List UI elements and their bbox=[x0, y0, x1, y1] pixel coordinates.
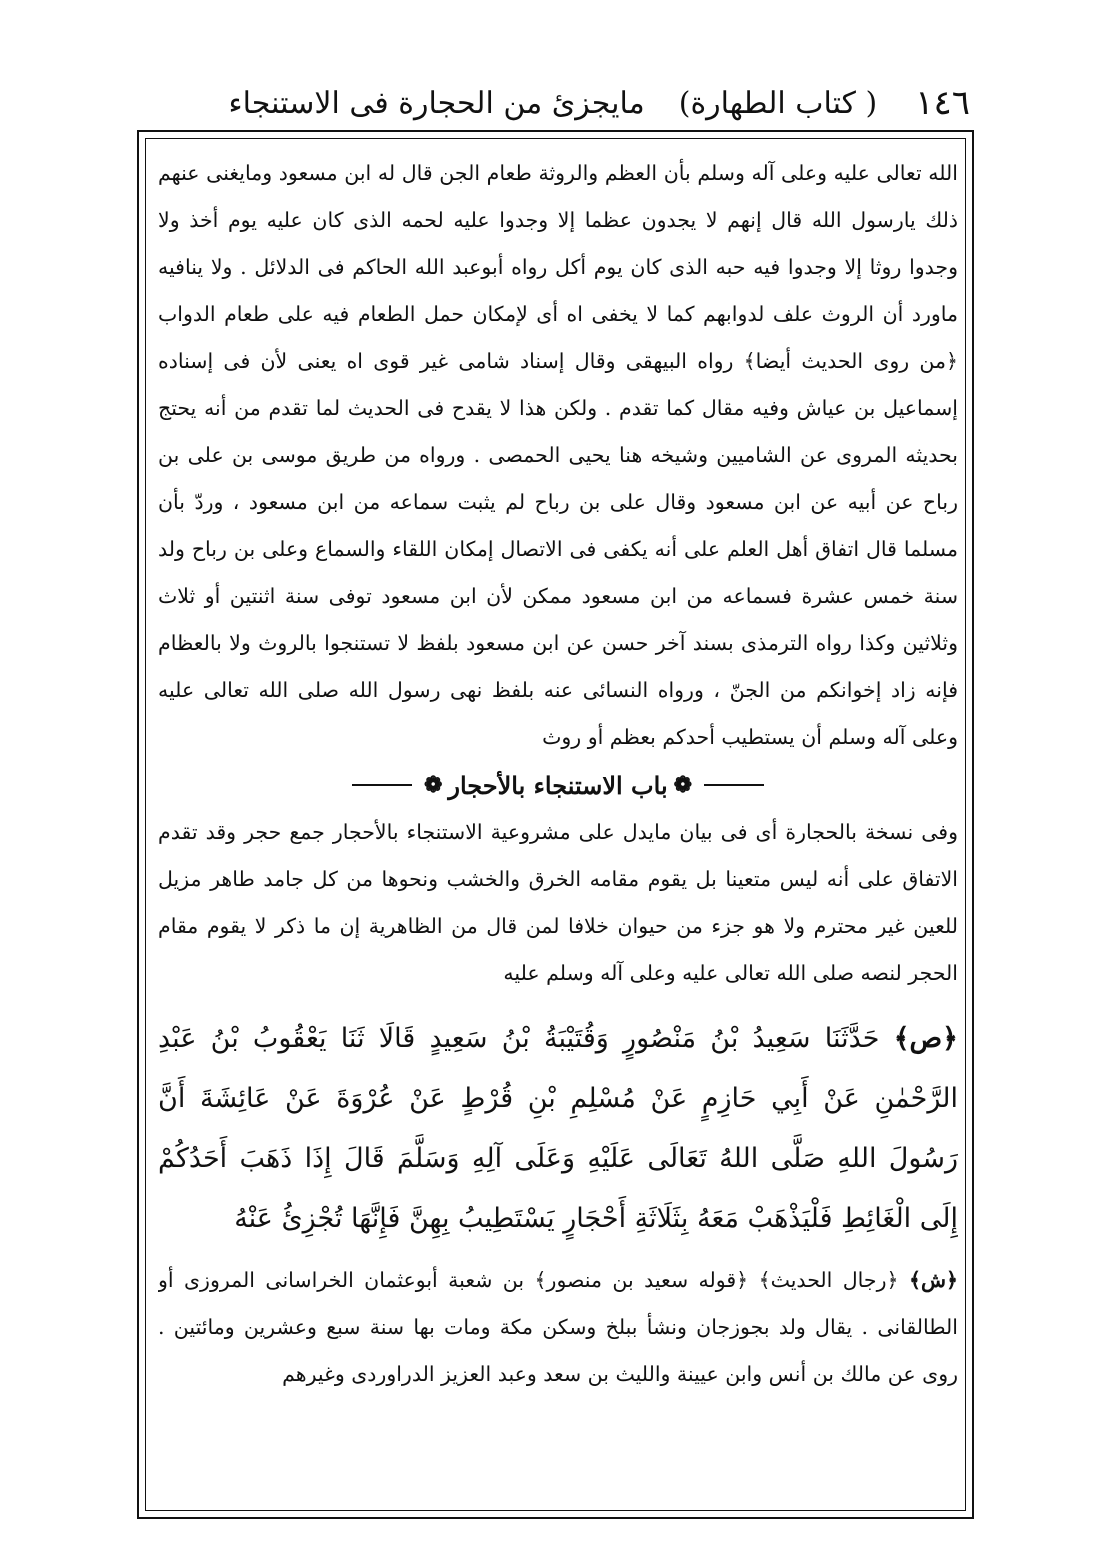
commentary-paragraph-3 bbox=[158, 1257, 958, 1398]
page-number: ١٤٦ bbox=[915, 83, 970, 123]
page-body bbox=[158, 150, 958, 1505]
commentary-paragraph-2: وفى نسخة بالحجارة أى فى بيان مايدل على مشروعية الاستنجاء بالأحجار جمع حجر وقد تقدم الاتفاق على أنه ليس متعينا بل يقوم مقامه الخرق والخشب ونحوها من كل جامد طاهر مزيل للعين غير محترم ولا هو جزء من حيوان خلافا لمن قال من الظاهرية إن ما ذكر لا يقوم مقام الحجر لنصه صلى الله تعالى عليه وعلى آله وسلم عليه bbox=[158, 820, 958, 985]
page-header bbox=[228, 78, 970, 128]
sharh-label: ﴿ش﴾ bbox=[908, 1268, 958, 1292]
bab-title: باب الاستنجاء بالأحجار bbox=[448, 770, 668, 800]
hadith-text bbox=[158, 1009, 958, 1249]
heading-rule bbox=[704, 784, 764, 786]
hadith-body: حَدَّثَنَا سَعِيدُ بْنُ مَنْصُورٍ وَقُتَيْبَةُ بْنُ سَعِيدٍ قَالَا ثَنَا يَعْقُوبُ بْنُ عَبْدِ الرَّحْمٰنِ عَنْ أَبِي حَازِمٍ عَنْ مُسْلِمِ بْنِ قُرْطٍ عَنْ عُرْوَةَ عَنْ عَائِشَةَ أَنَّ رَسُولَ اللهِ صَلَّى اللهُ تَعَالَى عَلَيْهِ وَعَلَى آلِهِ وَسَلَّمَ قَالَ إِذَا ذَهَبَ أَحَدُكُمْ إِلَى الْغَائِطِ فَلْيَذْهَبْ مَعَهُ بِثَلَاثَةِ أَحْجَارٍ يَسْتَطِيبُ بِهِنَّ فَإِنَّهَا تُجْزِئُ عَنْهُ bbox=[158, 1023, 958, 1234]
heading-rule bbox=[352, 784, 412, 786]
ornament-icon: ❁ bbox=[423, 772, 443, 798]
ornament-icon: ❁ bbox=[673, 772, 693, 798]
sharh-body: ﴿رجال الحديث﴾ ﴿قوله سعيد بن منصور﴾ بن شعبة أبوعثمان الخراسانى المروزى أو الطالقانى . يقال ولد بجوزجان ونشأ ببلخ وسكن مكة ومات بها سنة سبع وعشرين ومائتين . روى عن مالك بن أنس وابن عيينة والليث بن سعد وعبد العزيز الدراوردى وغيرهم bbox=[158, 1268, 958, 1386]
book-title: ( كتاب الطهارة) bbox=[678, 85, 878, 121]
hadith-label: ﴿ص﴾ bbox=[893, 1023, 958, 1054]
bab-heading bbox=[158, 761, 958, 809]
chapter-title: مايجزئ من الحجارة فى الاستنجاء bbox=[228, 85, 645, 121]
commentary-paragraph-1: الله تعالى عليه وعلى آله وسلم بأن العظم والروثة طعام الجن قال له ابن مسعود ومايغنى عنهم ذلك يارسول الله قال إنهم لا يجدون عظما إلا وجدوا عليه لحمه الذى كان عليه يوم أخذ ولا وجدوا روثا إلا وجدوا فيه حبه الذى كان يوم أكل رواه أبوعبد الله الحاكم فى الدلائل . ولا ينافيه ماورد أن الروث علف لدوابهم كما لا يخفى اه أى لإمكان حمل الطعام فيه على طعام الدواب ﴿من روى الحديث أيضا﴾ رواه البيهقى وقال إسناد شامى غير قوى اه يعنى لأن فى إسناده إسماعيل بن عياش وفيه مقال كما تقدم . ولكن هذا لا يقدح فى الحديث لما تقدم من أنه يحتج بحديثه المروى عن الشاميين وشيخه هنا يحيى الحمصى . ورواه من طريق موسى بن على بن رباح عن أبيه عن ابن مسعود وقال على بن رباح لم يثبت سماعه من ابن مسعود ، وردّ بأن مسلما قال اتفاق أهل العلم على أنه يكفى فى الاتصال إمكان اللقاء والسماع وعلى بن رباح ولد سنة خمس عشرة فسماعه من ابن مسعود ممكن لأن ابن مسعود توفى سنة اثنتين أو ثلاث وثلاثين وكذا رواه الترمذى بسند آخر حسن عن ابن مسعود بلفظ لا تستنجوا بالروث ولا بالعظام فإنه زاد إخوانكم من الجنّ ، ورواه النسائى عنه بلفظ نهى رسول الله صلى الله تعالى عليه وعلى آله وسلم أن يستطيب أحدكم بعظم أو روث bbox=[158, 161, 958, 749]
